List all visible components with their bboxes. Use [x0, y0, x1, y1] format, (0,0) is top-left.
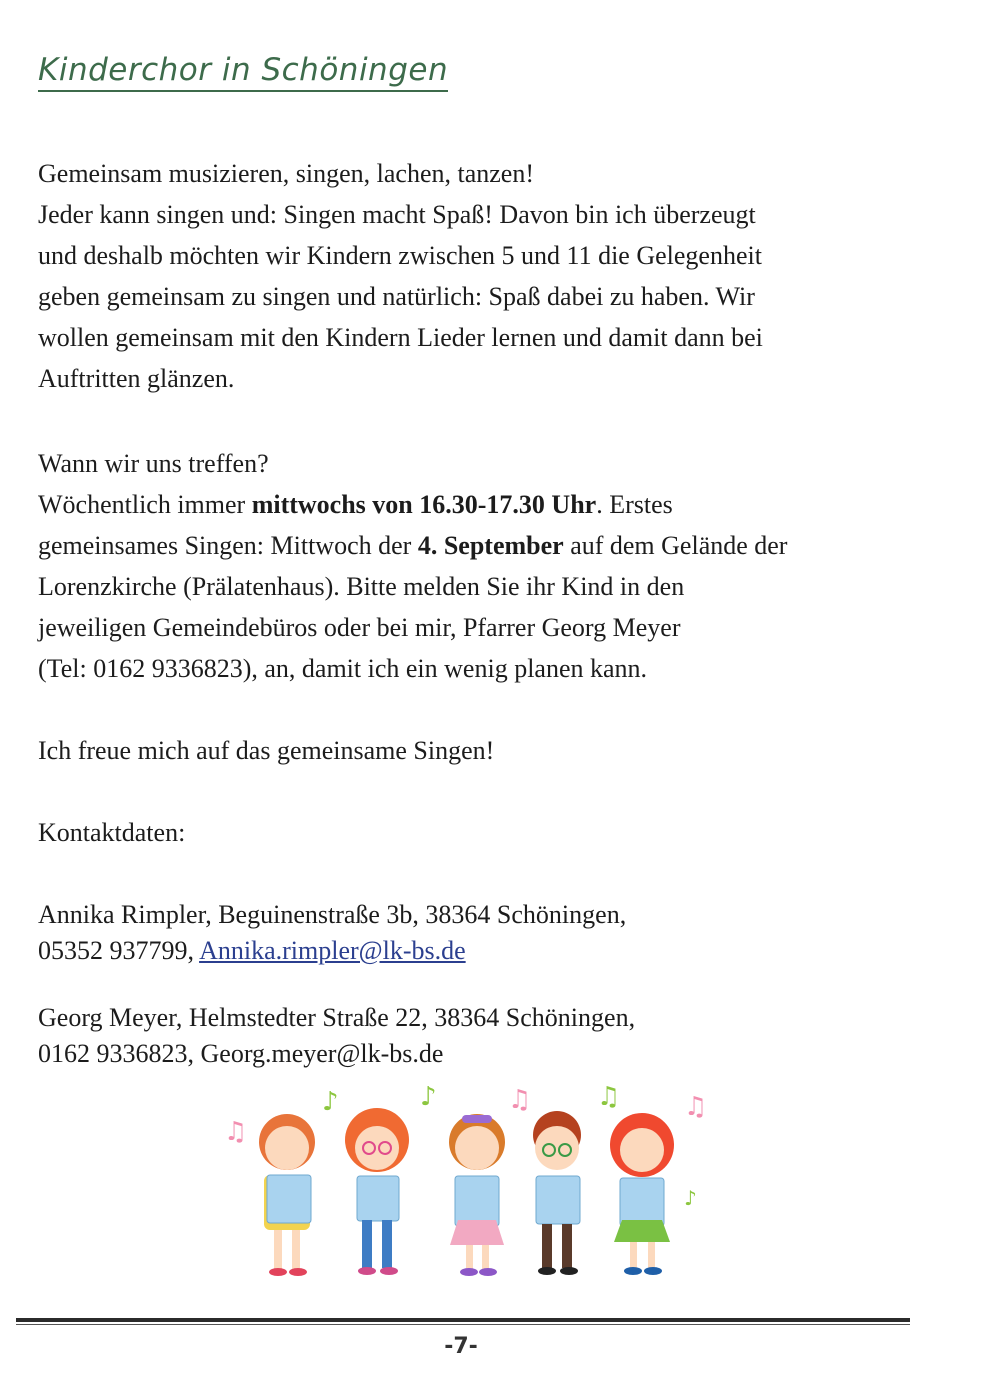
footer-rule-thin [16, 1324, 910, 1325]
meeting-text: (Tel: 0162 9336823), an, damit ich ein wenig planen kann. [38, 654, 648, 683]
intro-line: Auftritten glänzen. [38, 364, 235, 393]
meeting-question: Wann wir uns treffen? [38, 449, 269, 478]
contact-label: Kontaktdaten: [38, 818, 186, 847]
meeting-paragraph [38, 443, 938, 689]
contact-phone-email [38, 933, 938, 969]
singing-children-illustration [222, 1080, 722, 1280]
intro-paragraph [38, 153, 938, 399]
contact-email-link[interactable]: Annika.rimpler@lk-bs.de [199, 936, 466, 965]
contact-address: Georg Meyer, Helmstedter Straße 22, 38364 Schöningen, [38, 1003, 636, 1032]
child-figure [345, 1108, 409, 1275]
svg-text:♪: ♪ [684, 1186, 697, 1210]
meeting-text: Lorenzkirche (Prälatenhaus). Bitte melden Sie ihr Kind in den [38, 572, 685, 601]
page-title: Kinderchor in Schöningen [38, 52, 448, 92]
child-figure [533, 1111, 581, 1275]
svg-text:♪: ♪ [322, 1087, 339, 1117]
svg-text:♫: ♫ [684, 1092, 708, 1122]
child-figure [610, 1113, 674, 1275]
first-meeting-date: 4. September [417, 531, 564, 560]
meeting-text: auf dem Gelände der [563, 531, 788, 560]
meeting-text: Wöchentlich immer [38, 490, 252, 519]
meeting-time-line [38, 484, 938, 525]
contact-phone: 05352 937799, [38, 936, 200, 965]
child-figure [449, 1114, 505, 1276]
intro-line: Jeder kann singen und: Singen macht Spaß! Davon bin ich überzeugt [38, 200, 756, 229]
svg-text:♫: ♫ [597, 1082, 621, 1112]
greeting: Ich freue mich auf das gemeinsame Singen! [38, 736, 495, 765]
first-meeting-line [38, 525, 938, 566]
contact-entry [38, 897, 938, 969]
contact-phone: 0162 9336823, [38, 1039, 201, 1068]
intro-line: geben gemeinsam zu singen und natürlich: Spaß dabei zu haben. Wir [38, 282, 755, 311]
contact-address: Annika Rimpler, Beguinenstraße 3b, 38364 Schöningen, [38, 900, 627, 929]
contact-email: Georg.meyer@lk-bs.de [200, 1039, 444, 1068]
intro-line: Gemeinsam musizieren, singen, lachen, tanzen! [38, 159, 534, 188]
svg-text:♫: ♫ [224, 1117, 248, 1147]
meeting-text: . Erstes [596, 490, 673, 519]
page-number: -7- [444, 1334, 478, 1359]
intro-line: und deshalb möchten wir Kindern zwischen 5 und 11 die Gelegenheit [38, 241, 762, 270]
contact-phone-email [38, 1036, 938, 1072]
meeting-text: gemeinsames Singen: Mittwoch der [38, 531, 418, 560]
child-figure [259, 1114, 315, 1276]
svg-text:♪: ♪ [420, 1082, 437, 1112]
meeting-time: mittwochs von 16.30-17.30 Uhr [251, 490, 597, 519]
svg-text:♫: ♫ [508, 1085, 532, 1115]
meeting-text: jeweiligen Gemeindebüros oder bei mir, Pfarrer Georg Meyer [38, 613, 681, 642]
intro-line: wollen gemeinsam mit den Kindern Lieder lernen und damit dann bei [38, 323, 763, 352]
footer-rule [16, 1318, 910, 1322]
contact-entry [38, 1000, 938, 1072]
